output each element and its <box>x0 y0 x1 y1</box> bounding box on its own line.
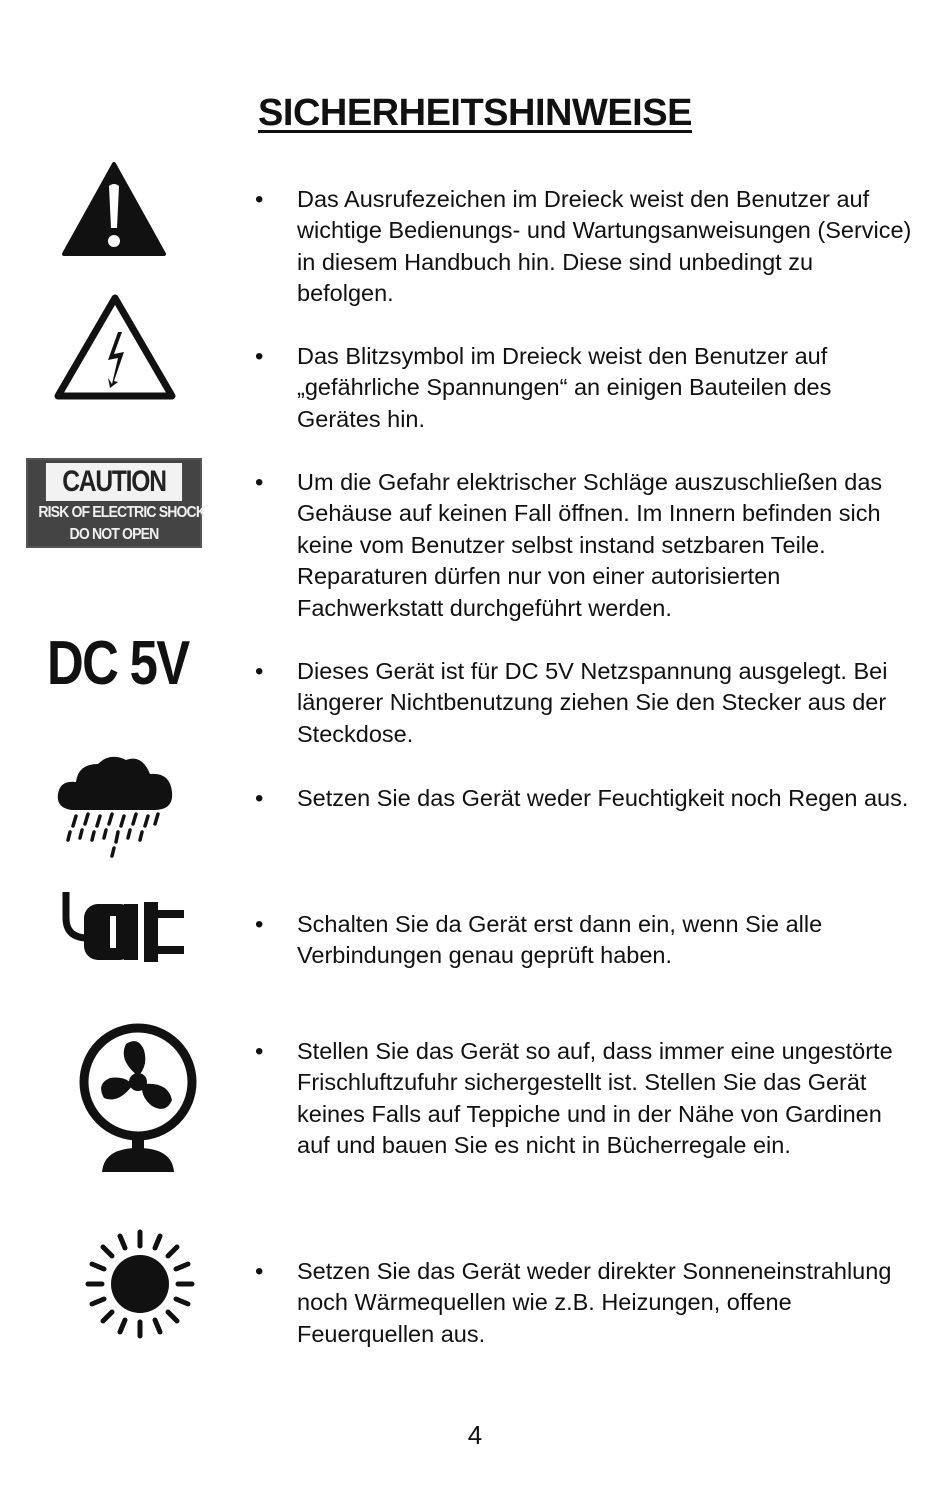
rain-cloud-icon <box>54 752 176 860</box>
list-item-text: Setzen Sie das Gerät weder Feuchtigkeit noch Regen aus. <box>297 785 909 811</box>
list-item-text: Schalten Sie da Gerät erst dann ein, wenn Sie alle Verbindungen genau geprüft haben. <box>297 911 823 969</box>
list-item-text: Dieses Gerät ist für DC 5V Netzspannung ausgelegt. Bei längerer Nichtbenutzung ziehen Sie den Stecker aus der Steckdose. <box>297 658 888 747</box>
list-item-text: Das Ausrufezeichen im Dreieck weist den Benutzer auf wichtige Bedienungs- und Wartungsanweisungen (Service) in diesem Handbuch hin. Diese sind unbedingt zu befolgen. <box>297 186 912 307</box>
warning-exclamation-icon <box>60 160 168 258</box>
bullet: • <box>255 658 264 685</box>
caution-label-icon <box>26 458 206 548</box>
bullet: • <box>255 1038 264 1065</box>
caution-line-2: DO NOT OPEN <box>69 526 159 543</box>
dc-5v-icon: DC 5V <box>47 629 189 698</box>
fan-icon <box>78 1020 198 1176</box>
bullet: • <box>255 343 264 370</box>
caution-heading: CAUTION <box>46 463 182 501</box>
bullet: • <box>255 469 264 496</box>
list-item-text: Setzen Sie das Gerät weder direkter Sonneneinstrahlung noch Wärmequellen wie z.B. Heizungen, offene Feuerquellen aus. <box>297 1258 892 1347</box>
page-number: 4 <box>467 1420 483 1450</box>
lightning-triangle-icon <box>52 292 178 402</box>
list-item-text: Das Blitzsymbol im Dreieck weist den Benutzer auf „gefährliche Spannungen“ an einigen Bauteilen des Gerätes hin. <box>297 343 832 432</box>
page-title: SICHERHEITSHINWEISE <box>258 92 692 134</box>
bullet: • <box>255 911 264 938</box>
bullet: • <box>255 186 264 213</box>
list-item-text: Um die Gefahr elektrischer Schläge auszuschließen das Gehäuse auf keinen Fall öffnen. Im Innern befinden sich keine vom Benutzer selbst instand setzbaren Teile. Reparaturen dürfen nur von einer autorisierten Fachwerkstatt durchgeführt werden. <box>297 469 883 621</box>
bullet: • <box>255 785 264 812</box>
caution-line-1: RISK OF ELECTRIC SHOCK <box>38 504 206 521</box>
sun-icon <box>84 1228 196 1340</box>
plug-icon <box>58 888 186 964</box>
bullet: • <box>255 1258 264 1285</box>
list-item-text: Stellen Sie das Gerät so auf, dass immer eine ungestörte Frischluftzufuhr sichergestellt ist. Stellen Sie das Gerät keines Falls auf Teppiche und in der Nähe von Gardinen auf und bauen Sie es nicht in Bücherregale ein. <box>297 1038 893 1159</box>
